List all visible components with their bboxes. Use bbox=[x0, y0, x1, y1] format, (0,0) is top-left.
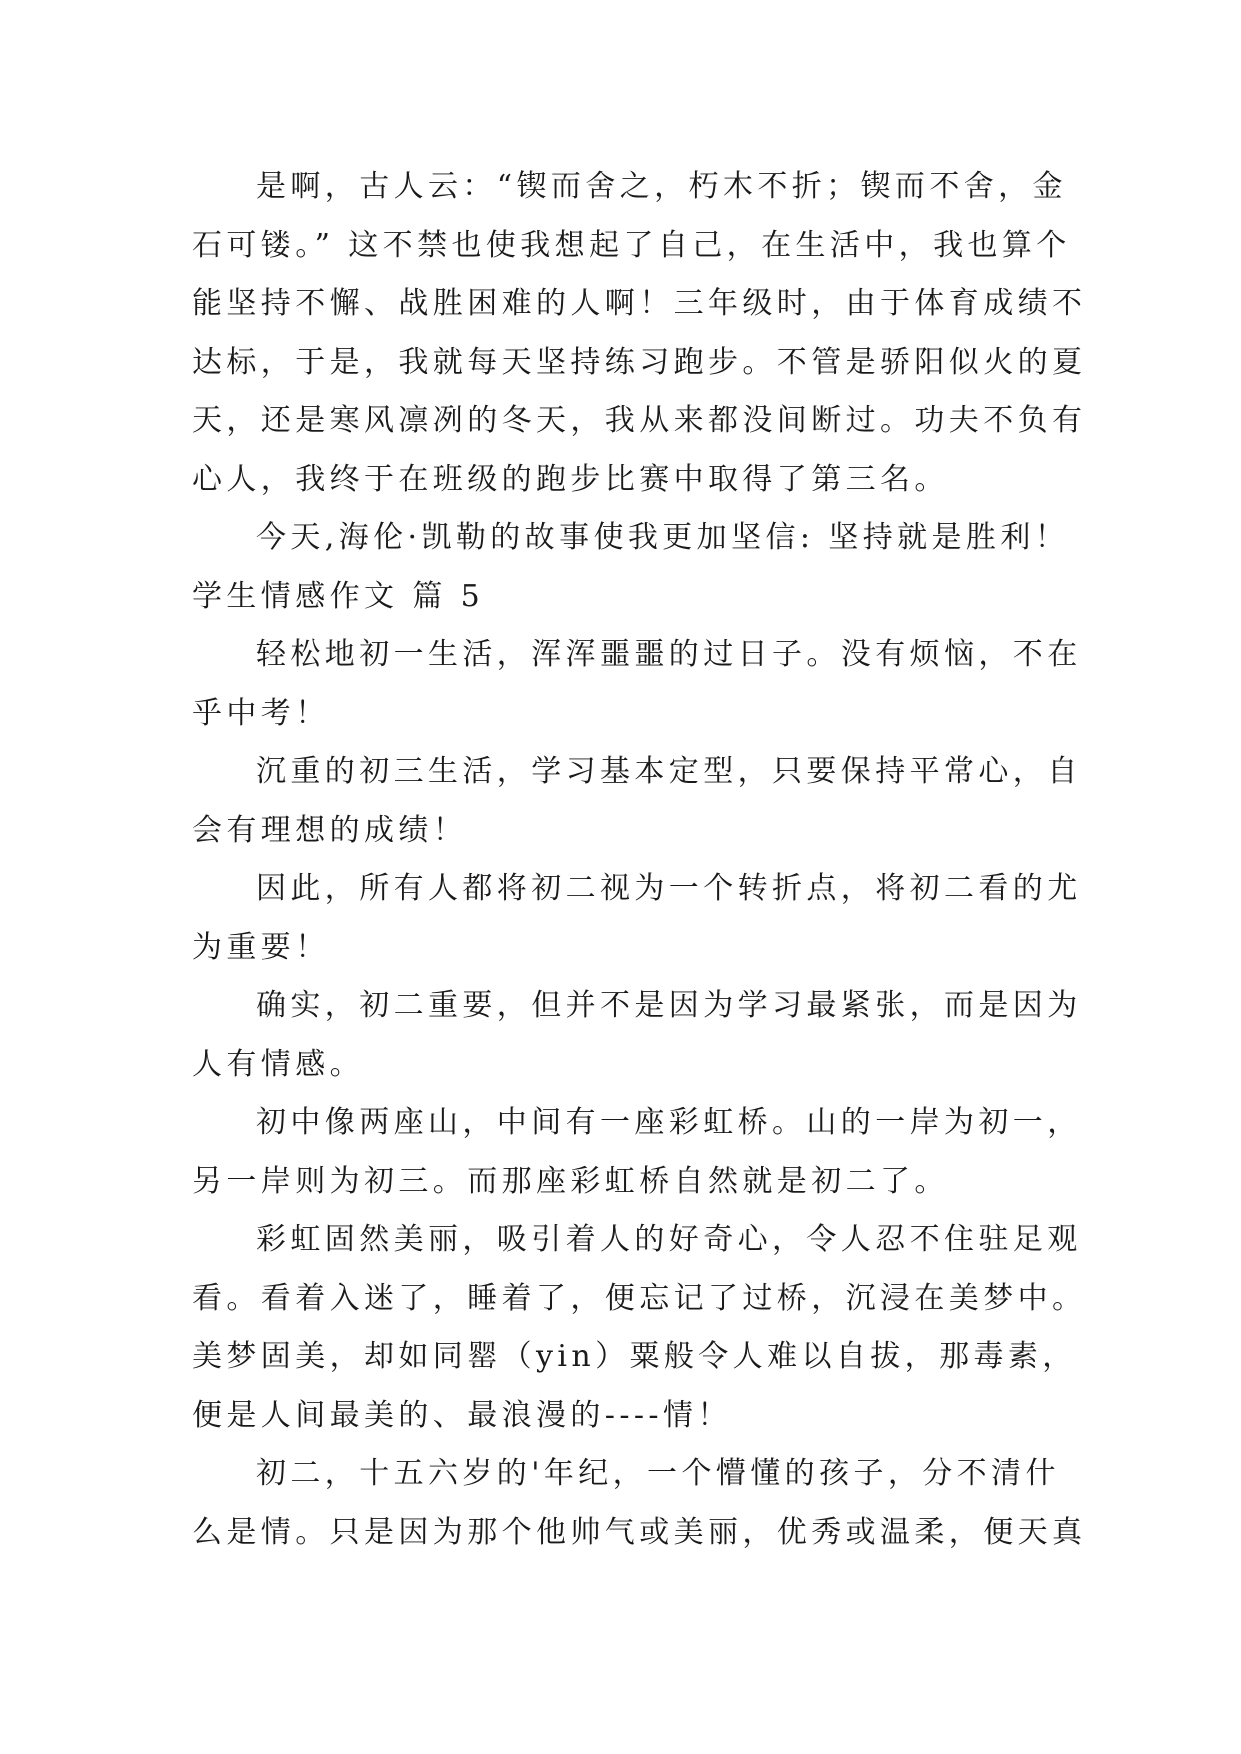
text-line: 能坚持不懈、战胜困难的人啊！三年级时，由于体育成绩不 bbox=[192, 286, 1087, 321]
text-line: 看。看着入迷了，睡着了，便忘记了过桥，沉浸在美梦中。 bbox=[192, 1280, 1087, 1316]
text-line: 轻松地初一生活，浑浑噩噩的过日子。没有烦恼，不在 bbox=[256, 637, 1082, 672]
text-line: 便是人间最美的、最浪漫的----情！ bbox=[192, 1397, 732, 1433]
document-body bbox=[192, 158, 1087, 1562]
text-line: 天，还是寒风凛冽的冬天，我从来都没间断过。功夫不负有 bbox=[192, 403, 1087, 438]
text-line: 是啊，古人云：“锲而舍之，朽木不折；锲而不舍，金 bbox=[256, 169, 1067, 204]
text-line: 确实，初二重要，但并不是因为学习最紧张，而是因为 bbox=[256, 988, 1082, 1023]
text-line: 会有理想的成绩！ bbox=[192, 812, 468, 848]
text-line: 石可镂。” 这不禁也使我想起了自己，在生活中，我也算个 bbox=[192, 227, 1071, 263]
text-line: 为重要！ bbox=[192, 929, 330, 965]
text-line: 因此，所有人都将初二视为一个转折点，将初二看的尤 bbox=[256, 871, 1082, 906]
text-line: 么是情。只是因为那个他帅气或美丽，优秀或温柔，便天真 bbox=[192, 1514, 1087, 1550]
text-line: 心人，我终于在班级的跑步比赛中取得了第三名。 bbox=[192, 461, 949, 497]
text-line: 初中像两座山，中间有一座彩虹桥。山的一岸为初一， bbox=[256, 1105, 1082, 1140]
text-line: 达标，于是，我就每天坚持练习跑步。不管是骄阳似火的夏 bbox=[192, 344, 1087, 380]
text-line: 人有情感。 bbox=[192, 1046, 364, 1082]
text-line: 初二，十五六岁的'年纪，一个懵懂的孩子，分不清什 bbox=[256, 1456, 1060, 1491]
text-line: 今天,海伦·凯勒的故事使我更加坚信: 坚持就是胜利！ bbox=[256, 520, 1070, 555]
text-line: 沉重的初三生活，学习基本定型，只要保持平常心，自 bbox=[256, 754, 1082, 789]
text-line: 另一岸则为初三。而那座彩虹桥自然就是初二了。 bbox=[192, 1163, 949, 1199]
text-line: 彩虹固然美丽，吸引着人的好奇心，令人忍不住驻足观 bbox=[256, 1222, 1082, 1257]
text-line: 乎中考！ bbox=[192, 695, 330, 731]
section-heading: 学生情感作文 篇 5 bbox=[192, 578, 485, 614]
text-line: 美梦固美，却如同罂（yin）粟般令人难以自拔，那毒素， bbox=[192, 1339, 1077, 1374]
